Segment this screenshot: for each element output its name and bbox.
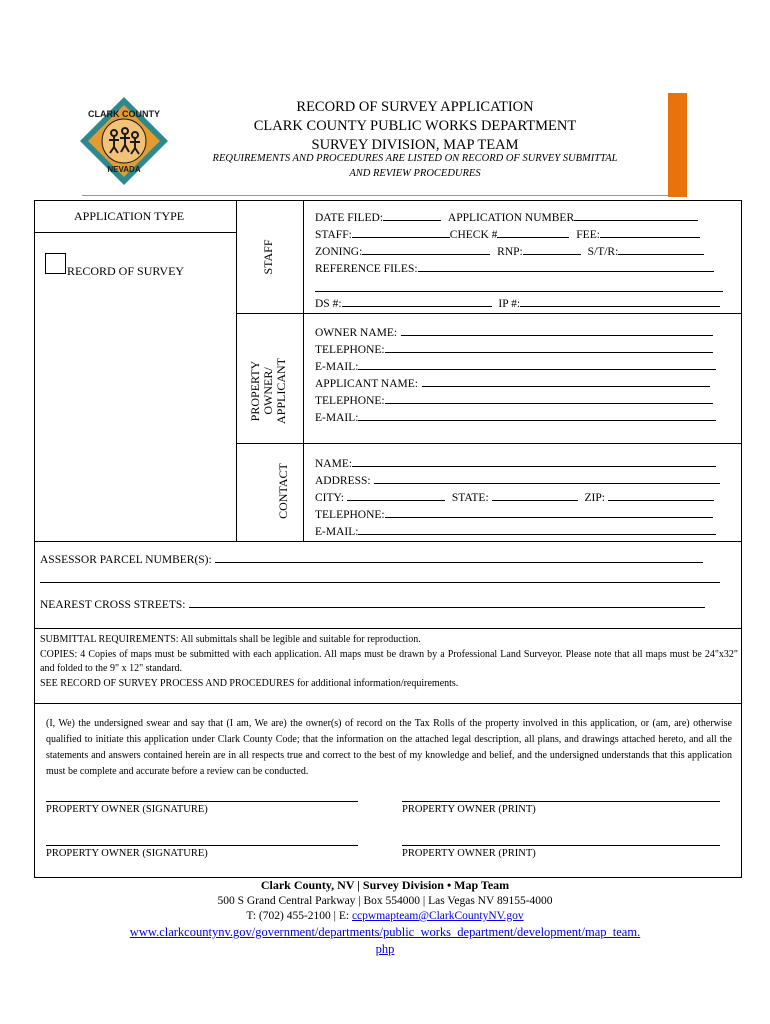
svg-text:CLARK COUNTY: CLARK COUNTY [88, 109, 160, 119]
date-filed-field[interactable] [383, 210, 441, 221]
parcel-divider [34, 628, 742, 629]
staff-row-1 [315, 210, 698, 224]
contact-section-label: CONTACT [276, 463, 290, 519]
owner-divider [236, 443, 742, 444]
contact-telephone-label: TELEPHONE: [315, 509, 385, 521]
requirements-note: REQUIREMENTS AND PROCEDURES ARE LISTED ON RECORD OF SURVEY SUBMITTAL [212, 153, 618, 164]
reference-files-field[interactable] [418, 261, 714, 272]
zoning-label: ZONING: [315, 246, 363, 258]
footer-url-line-2 [0, 941, 770, 957]
reference-files-line-2[interactable] [315, 291, 723, 292]
rnp-field[interactable] [523, 244, 581, 255]
column-divider-left [236, 200, 237, 542]
date-filed-label: DATE FILED: [315, 212, 384, 224]
footer-url-link-2[interactable]: php [375, 942, 395, 956]
owner-name-field[interactable] [401, 325, 713, 336]
footer-address: 500 S Grand Central Parkway | Box 554000 | Las Vegas NV 89155-4000 [217, 895, 553, 907]
str-field[interactable] [618, 244, 704, 255]
owner-telephone-field[interactable] [385, 342, 713, 353]
assessor-parcel-field[interactable] [215, 552, 703, 563]
contact-state-label: STATE: [451, 492, 489, 504]
print-line-2[interactable] [402, 845, 720, 846]
contact-telephone-field[interactable] [385, 507, 713, 518]
print-label-1: PROPERTY OWNER (PRINT) [402, 804, 536, 815]
contact-address-label: ADDRESS: [315, 475, 371, 487]
staff-label: STAFF: [315, 229, 352, 241]
footer-url-line-1 [0, 924, 770, 940]
footer-url-link[interactable]: www.clarkcountynv.gov/government/departments/public_works_department/development/map_team. [129, 925, 641, 939]
assessor-parcel-row [40, 552, 703, 566]
fee-field[interactable] [600, 227, 700, 238]
check-label: CHECK # [449, 229, 498, 241]
application-type-divider [34, 232, 236, 233]
contact-zip-field[interactable] [608, 490, 714, 501]
applicant-telephone-row [315, 393, 713, 407]
contact-divider [34, 541, 742, 542]
owner-email-label: E-MAIL: [315, 361, 359, 373]
applicant-telephone-label: TELEPHONE: [315, 395, 385, 407]
owner-telephone-row [315, 342, 713, 356]
requirements-divider [34, 703, 742, 704]
see-procedures [40, 677, 738, 691]
copies-requirements: COPIES: 4 Copies of maps must be submitted with each application. All maps must be drawn by a Professional Land Surveyor. Please note that all maps must be 24"x32" and folded to the 9" x 12" standard. [40, 649, 738, 674]
form-title: RECORD OF SURVEY APPLICATION [296, 99, 534, 115]
assessor-parcel-line-2[interactable] [40, 582, 720, 583]
owner-email-row [315, 359, 716, 373]
owner-email-field[interactable] [358, 359, 716, 370]
ip-field[interactable] [520, 296, 720, 307]
division-name: SURVEY DIVISION, MAP TEAM [311, 137, 519, 153]
signature-line-2[interactable] [46, 845, 358, 846]
application-number-field[interactable] [574, 210, 698, 221]
contact-name-row [315, 456, 716, 470]
signature-label-1: PROPERTY OWNER (SIGNATURE) [46, 804, 208, 815]
str-label: S/T/R: [587, 246, 619, 258]
owner-name-row [315, 325, 713, 339]
contact-email-label: E-MAIL: [315, 526, 359, 538]
applicant-telephone-field[interactable] [385, 393, 713, 404]
ds-field[interactable] [342, 296, 492, 307]
print-label-2: PROPERTY OWNER (PRINT) [402, 848, 536, 859]
rnp-label: RNP: [497, 246, 523, 258]
property-label-3: APPLICANT [274, 358, 288, 425]
contact-zip-label: ZIP: [584, 492, 605, 504]
staff-section-label: STAFF [261, 239, 275, 275]
footer-phone: T: (702) 455-2100 | E: [246, 910, 352, 922]
see-procedures-rest: for additional information/requirements. [294, 678, 459, 689]
applicant-name-label: APPLICANT NAME: [315, 378, 418, 390]
requirements-note-2: AND REVIEW PROCEDURES [349, 168, 481, 179]
applicant-email-row [315, 410, 716, 424]
signature-line-1[interactable] [46, 801, 358, 802]
column-divider-right [303, 200, 304, 542]
contact-email-row [315, 524, 716, 538]
ip-label: IP #: [498, 298, 521, 310]
svg-text:NEVADA: NEVADA [107, 165, 141, 174]
signature-label-2: PROPERTY OWNER (SIGNATURE) [46, 848, 208, 859]
property-owner-section-label [249, 331, 291, 451]
contact-name-field[interactable] [352, 456, 716, 467]
contact-address-field[interactable] [374, 473, 720, 484]
reference-files-label: REFERENCE FILES: [315, 263, 418, 275]
applicant-name-field[interactable] [422, 376, 710, 387]
submittal-requirements: SUBMITTAL REQUIREMENTS: All submittals shall be legible and suitable for reproduction. [40, 634, 421, 645]
record-of-survey-label: RECORD OF SURVEY [67, 264, 185, 278]
applicant-name-row [315, 376, 710, 390]
zoning-field[interactable] [362, 244, 490, 255]
staff-divider [236, 313, 742, 314]
staff-row-3 [315, 244, 704, 258]
applicant-email-label: E-MAIL: [315, 412, 359, 424]
cross-streets-field[interactable] [189, 597, 705, 608]
declaration-text: (I, We) the undersigned swear and say that (I am, We are) the owner(s) of record on the Tax Rolls of the property involved in this application, or (am, are) otherwise qualified to initiate this application under Clark County Code; that the information on the attached legal description, all plans, and drawings attached hereto, and all the statements and answers contained herein are in all respects true and correct to the best of my knowledge and belief, and the undersigned understands that this application must be complete and accurate before a review can be conducted. [46, 718, 732, 777]
check-field[interactable] [497, 227, 569, 238]
header-divider [82, 195, 668, 196]
contact-telephone-row [315, 507, 713, 521]
contact-email-field[interactable] [358, 524, 716, 535]
footer-contact [0, 908, 770, 924]
cross-streets-label: NEAREST CROSS STREETS: [40, 599, 186, 611]
footer-title: Clark County, NV | Survey Division • Map Team [260, 878, 510, 892]
property-label-1: PROPERTY [248, 360, 262, 422]
see-procedures-bold: SEE RECORD OF SURVEY PROCESS AND PROCEDURES [40, 678, 295, 689]
staff-row-2 [315, 227, 700, 241]
applicant-email-field[interactable] [358, 410, 716, 421]
application-type-label: APPLICATION TYPE [74, 209, 185, 223]
department-name: CLARK COUNTY PUBLIC WORKS DEPARTMENT [253, 118, 577, 134]
ds-label: DS #: [315, 298, 342, 310]
cross-streets-row [40, 597, 705, 611]
staff-row-4 [315, 261, 714, 275]
record-of-survey-checkbox[interactable] [45, 253, 66, 274]
print-line-1[interactable] [402, 801, 720, 802]
staff-field[interactable] [352, 227, 450, 238]
fee-label: FEE: [576, 229, 600, 241]
contact-city-field[interactable] [347, 490, 445, 501]
contact-address-row [315, 473, 720, 487]
owner-telephone-label: TELEPHONE: [315, 344, 385, 356]
application-number-label: APPLICATION NUMBER [447, 212, 575, 224]
contact-city-label: CITY: [315, 492, 344, 504]
footer-email-link[interactable]: ccpwmapteam@ClarkCountyNV.gov [351, 910, 524, 922]
contact-name-label: NAME: [315, 458, 353, 470]
property-label-2: OWNER/ [261, 367, 275, 415]
contact-city-row [315, 490, 714, 504]
staff-row-5 [315, 296, 720, 310]
assessor-parcel-label: ASSESSOR PARCEL NUMBER(S): [40, 554, 212, 566]
contact-state-field[interactable] [492, 490, 578, 501]
owner-name-label: OWNER NAME: [315, 327, 398, 339]
